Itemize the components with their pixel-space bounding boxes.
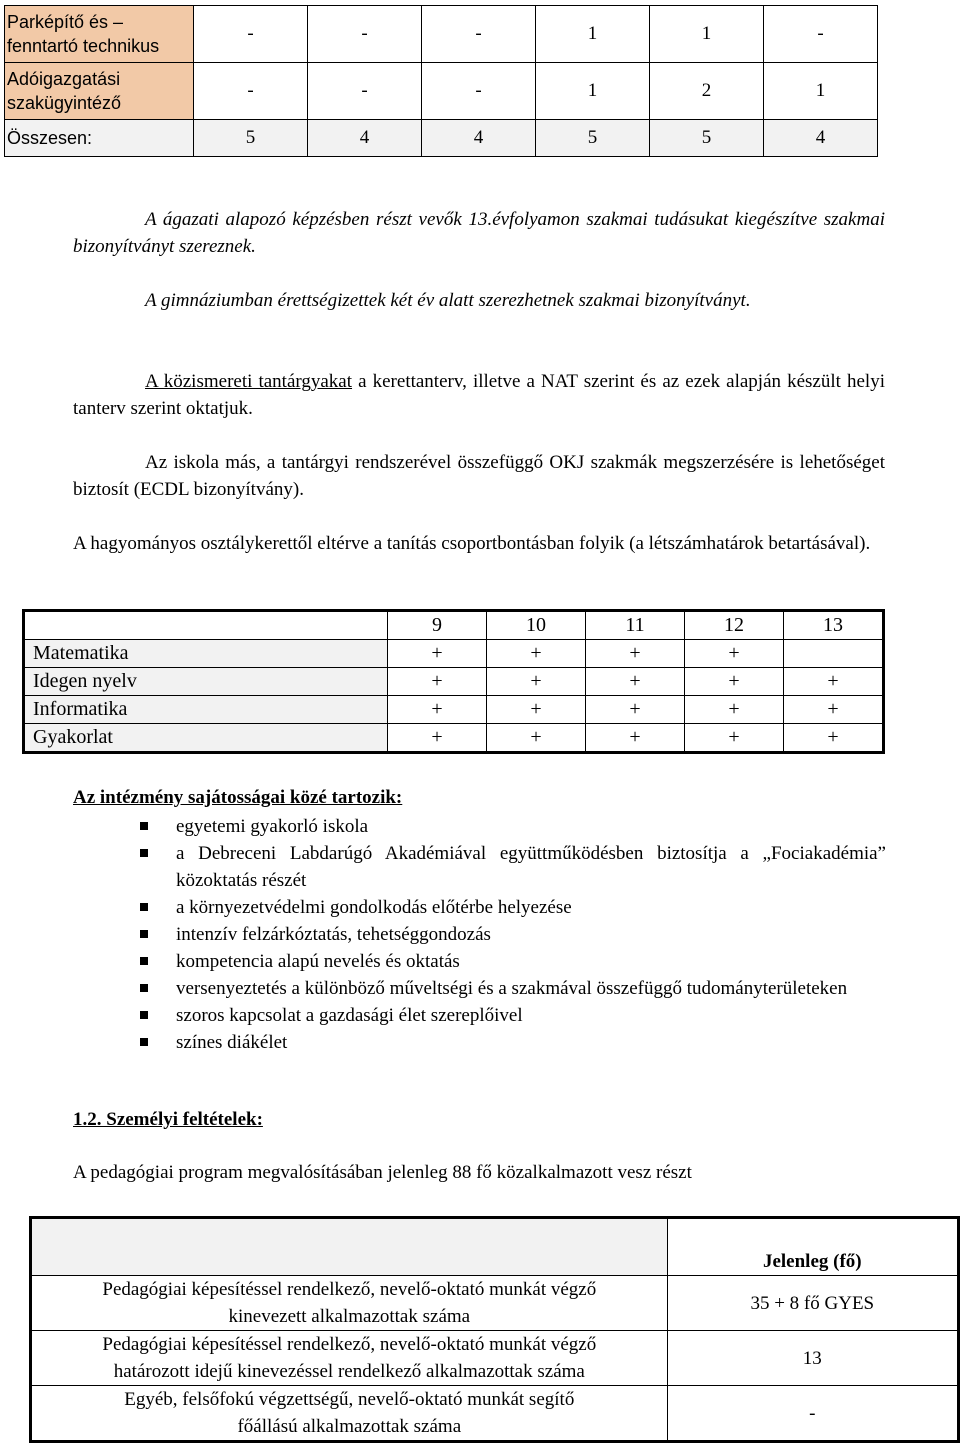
list-item: a Debreceni Labdarúgó Akadémiával együttműködésben biztosítja a „Fociakadémia” közoktatás részét (140, 840, 886, 894)
paragraph-gymnasium: A gimnáziumban érettségizettek két év alatt szerezhetnek szakmai bizonyítványt. (145, 290, 751, 311)
cell: - (308, 6, 422, 63)
mark-cell: + (388, 668, 487, 696)
subject-name: Gyakorlat (24, 724, 388, 753)
section-text: A pedagógiai program megvalósításában jelenleg 88 fő közalkalmazott vesz részt (73, 1162, 692, 1183)
grade-header: 10 (487, 611, 586, 640)
subject-name: Informatika (24, 696, 388, 724)
mark-cell: + (487, 724, 586, 753)
list-item: kompetencia alapú nevelés és oktatás (140, 948, 886, 975)
paragraph-vocational: A ágazati alapozó képzésben részt vevők 13.évfolyamon szakmai tudásukat kiegészítve szakmai bizonyítványt szereznek. (73, 209, 885, 257)
paragraph-groups: A hagyományos osztálykerettől eltérve a tanítás csoportbontásban folyik (a létszámhatárok betartásával). (73, 533, 871, 554)
staff-table (29, 1216, 960, 1443)
mark-cell: + (784, 696, 884, 724)
staff-description: Egyéb, felsőfokú végzettségű, nevelő-oktató munkát segítő főállású alkalmazottak száma (31, 1386, 668, 1442)
cell: - (194, 6, 308, 63)
grade-header: 13 (784, 611, 884, 640)
list-item: versenyeztetés a különböző műveltségi és a szakmával összefüggő tudományterületeken (140, 975, 886, 1002)
list-item: egyetemi gyakorló iskola (140, 813, 886, 840)
header-row (24, 611, 884, 640)
mark-cell: + (586, 696, 685, 724)
subject-name: Matematika (24, 640, 388, 668)
cell: - (422, 63, 536, 120)
paragraph-general-subjects: A közismereti tantárgyakat a kerettanterv, illetve a NAT szerint és az ezek alapján készült helyi tanterv szerint oktatjuk. (73, 371, 885, 419)
header-row (31, 1218, 959, 1276)
mark-cell: + (388, 640, 487, 668)
row-label: Parképítő és – fenntartó technikus (5, 6, 194, 63)
mark-cell: + (784, 724, 884, 753)
staff-description: Pedagógiai képesítéssel rendelkező, nevelő-oktató munkát végző határozott idejű kinevezéssel rendelkező alkalmazottak száma (31, 1331, 668, 1386)
cell: 1 (536, 6, 650, 63)
staff-description: Pedagógiai képesítéssel rendelkező, nevelő-oktató munkát végző kinevezett alkalmazottak száma (31, 1276, 668, 1331)
list-item: szoros kapcsolat a gazdasági élet szereplőivel (140, 1002, 886, 1029)
subject-name: Idegen nyelv (24, 668, 388, 696)
cell: 1 (536, 63, 650, 120)
row-label: Adóigazgatási szakügyintéző (5, 63, 194, 120)
table-row (24, 696, 884, 724)
mark-cell: + (784, 668, 884, 696)
mark-cell: + (487, 668, 586, 696)
table-row (5, 6, 878, 63)
subject-grade-table (22, 609, 885, 754)
list-item: a környezetvédelmi gondolkodás előtérbe helyezése (140, 894, 886, 921)
cell: - (308, 63, 422, 120)
cell: 1 (764, 63, 878, 120)
total-label: Összesen: (5, 120, 194, 157)
cell: 5 (194, 120, 308, 157)
table-row (31, 1331, 959, 1386)
table-row (24, 668, 884, 696)
mark-cell: + (388, 696, 487, 724)
mark-cell (784, 640, 884, 668)
mark-cell: + (685, 640, 784, 668)
mark-cell: + (487, 696, 586, 724)
cell: 4 (764, 120, 878, 157)
cell: 5 (536, 120, 650, 157)
empty-cell (24, 611, 388, 640)
grade-header: 9 (388, 611, 487, 640)
mark-cell: + (586, 668, 685, 696)
cell: - (422, 6, 536, 63)
table-row (24, 724, 884, 753)
features-list (140, 813, 886, 1056)
column-header: Jelenleg (fő) (667, 1218, 958, 1276)
cell: 2 (650, 63, 764, 120)
staff-count: - (667, 1386, 958, 1442)
total-row (5, 120, 878, 157)
mark-cell: + (487, 640, 586, 668)
cell: 5 (650, 120, 764, 157)
cell: 4 (422, 120, 536, 157)
table-row (31, 1386, 959, 1442)
list-item: színes diákélet (140, 1029, 886, 1056)
cell: 4 (308, 120, 422, 157)
class-count-table (4, 5, 878, 157)
grade-header: 11 (586, 611, 685, 640)
cell: - (764, 6, 878, 63)
list-item: intenzív felzárkóztatás, tehetséggondozás (140, 921, 886, 948)
mark-cell: + (685, 724, 784, 753)
mark-cell: + (586, 640, 685, 668)
table-row (5, 63, 878, 120)
mark-cell: + (388, 724, 487, 753)
table-row (31, 1276, 959, 1331)
paragraph-okj: Az iskola más, a tantárgyi rendszerével összefüggő OKJ szakmák megszerzésére is lehetőséget biztosít (ECDL bizonyítvány). (73, 452, 885, 500)
empty-cell (31, 1218, 668, 1276)
mark-cell: + (685, 696, 784, 724)
cell: - (194, 63, 308, 120)
grade-header: 12 (685, 611, 784, 640)
section-heading: 1.2. Személyi feltételek: (73, 1109, 263, 1130)
mark-cell: + (685, 668, 784, 696)
features-heading: Az intézmény sajátosságai közé tartozik: (73, 787, 403, 808)
cell: 1 (650, 6, 764, 63)
mark-cell: + (586, 724, 685, 753)
staff-count: 13 (667, 1331, 958, 1386)
staff-count: 35 + 8 fő GYES (667, 1276, 958, 1331)
table-row (24, 640, 884, 668)
